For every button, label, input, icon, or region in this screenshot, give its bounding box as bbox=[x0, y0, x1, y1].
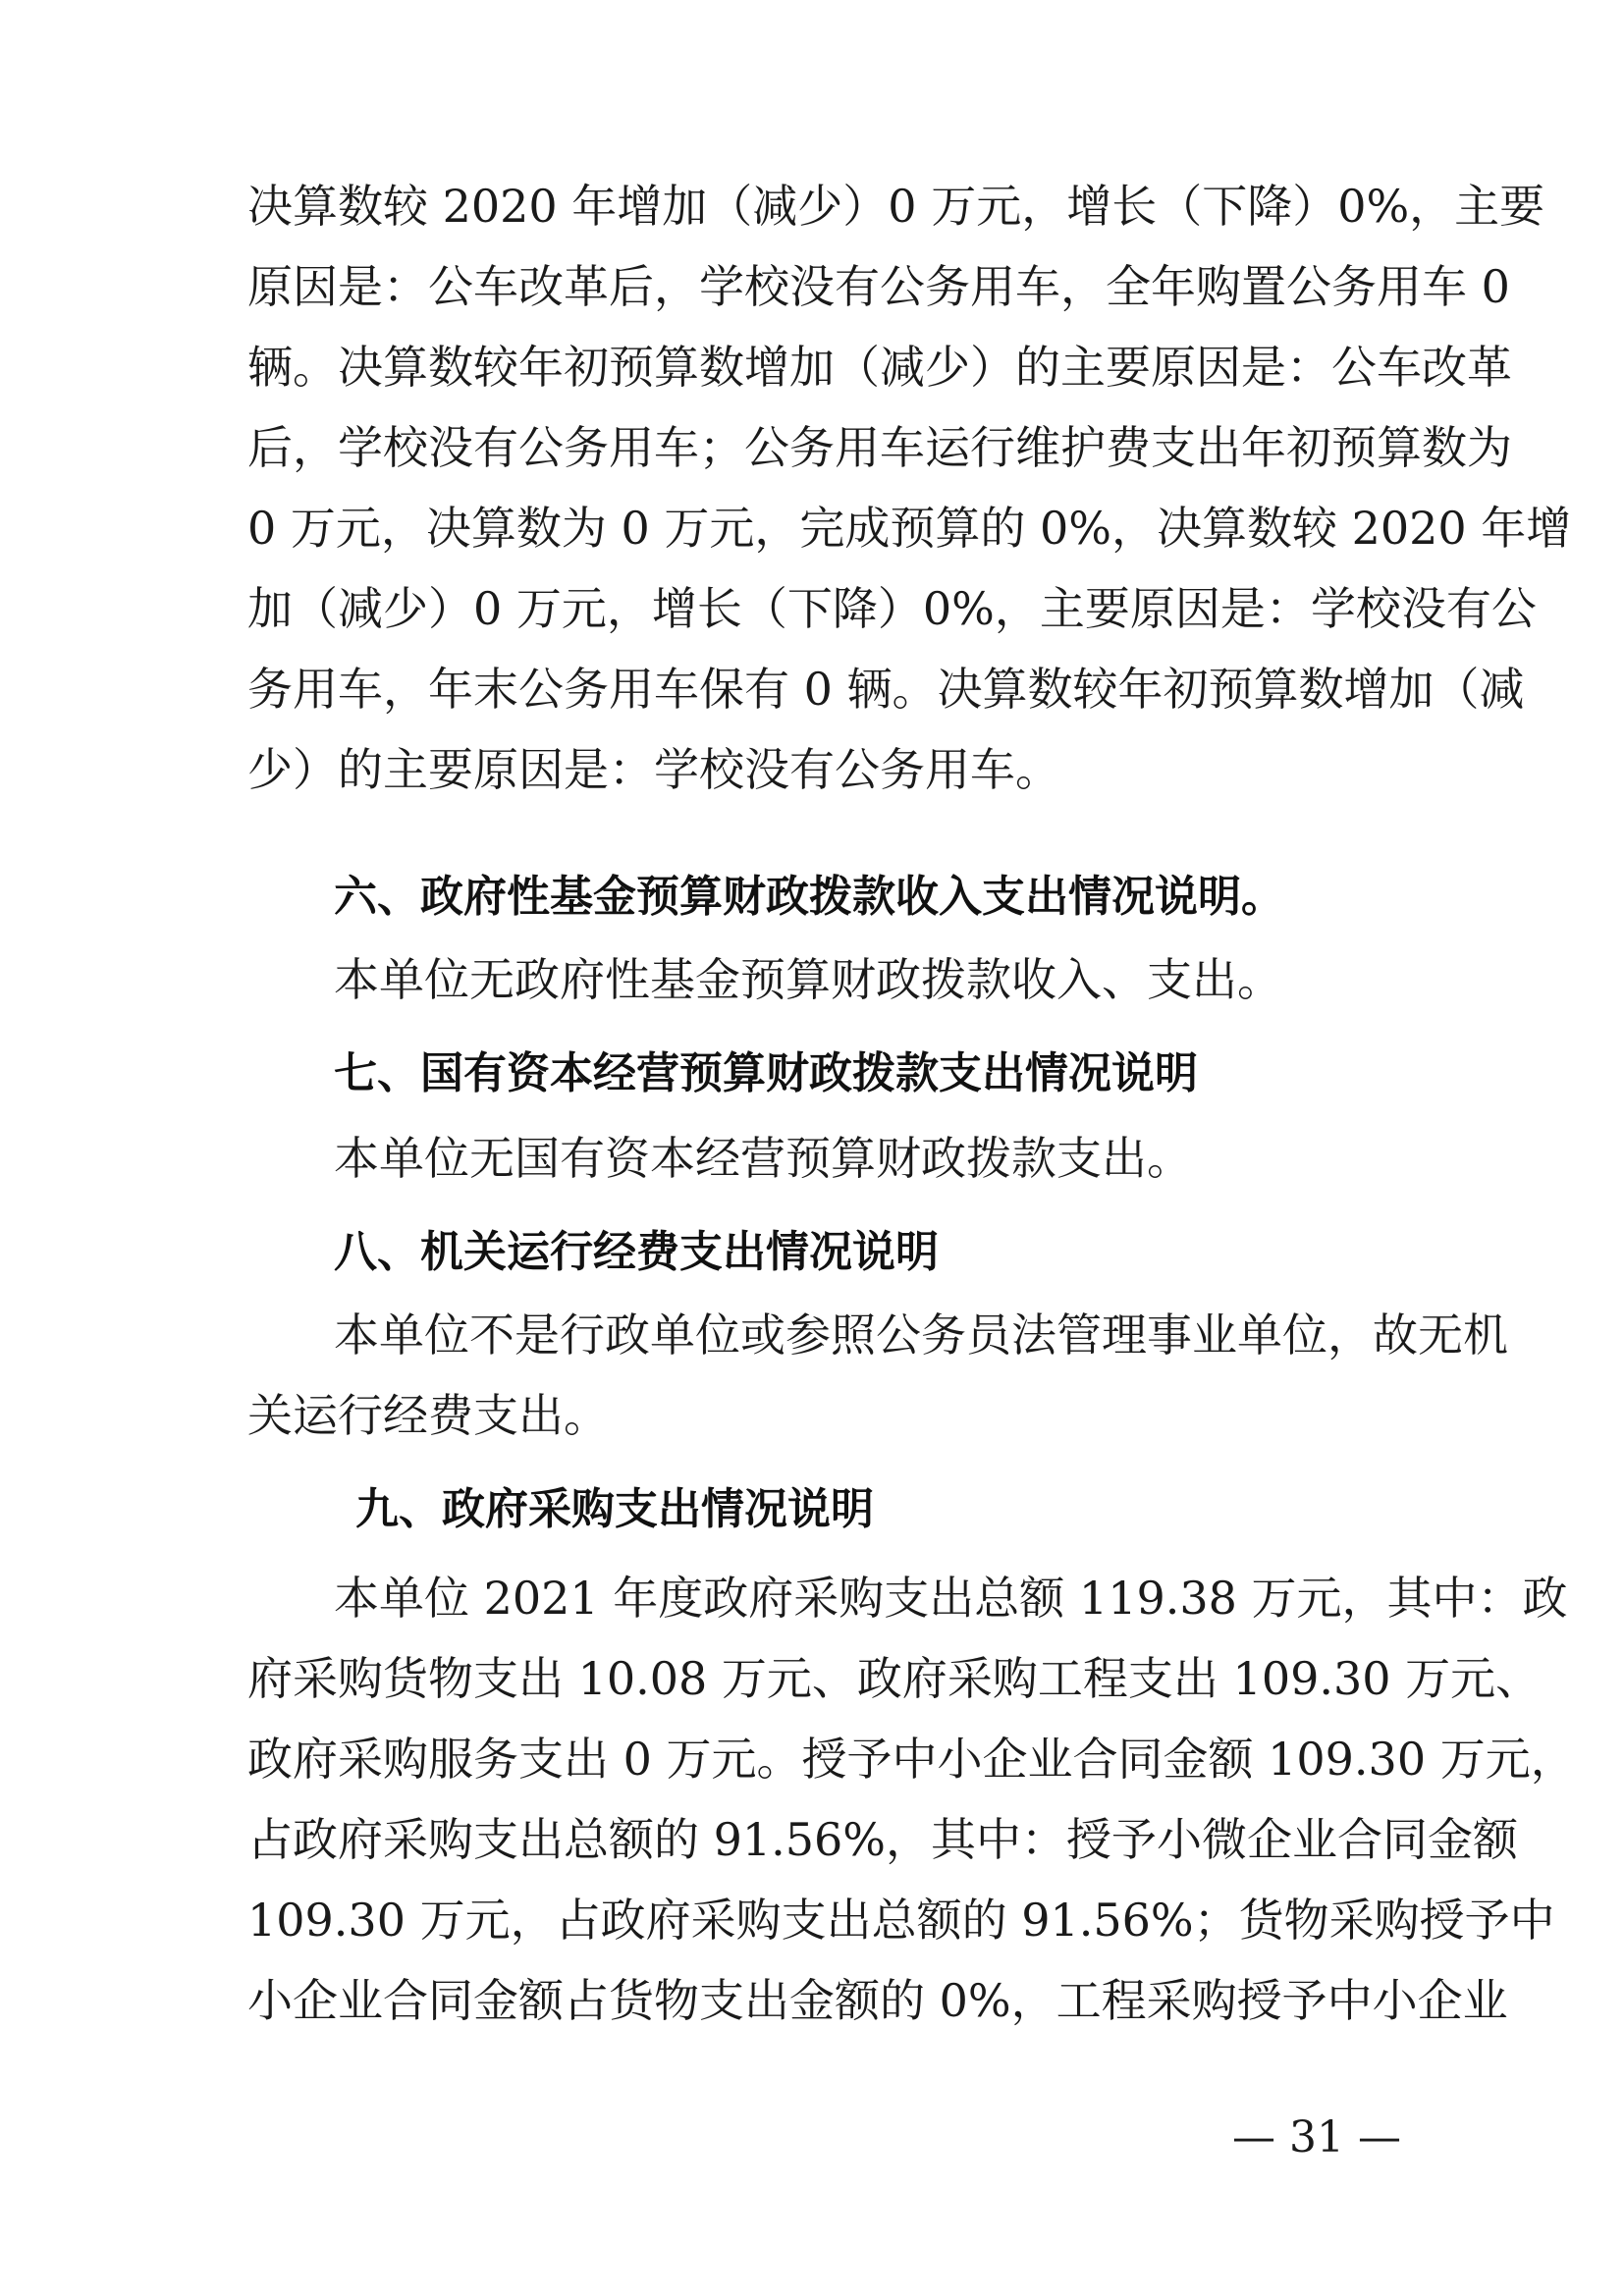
body-line: 决算数较 2020 年增加（减少）0 万元，增长（下降）0%，主要 bbox=[247, 180, 1545, 233]
section-heading-7: 七、国有资本经营预算财政拨款支出情况说明 bbox=[334, 1048, 1198, 1098]
body-line: 务用车，年末公务用车保有 0 辆。决算数较年初预算数增加（减 bbox=[247, 663, 1525, 716]
body-line: 政府采购服务支出 0 万元。授予中小企业合同金额 109.30 万元， bbox=[247, 1733, 1576, 1786]
body-line: 占政府采购支出总额的 91.56%，其中：授予小微企业合同金额 bbox=[247, 1813, 1519, 1866]
body-line: 原因是：公车改革后，学校没有公务用车，全年购置公务用车 0 bbox=[247, 260, 1510, 313]
body-line: 本单位不是行政单位或参照公务员法管理事业单位，故无机 bbox=[334, 1308, 1508, 1362]
body-line: 关运行经费支出。 bbox=[247, 1389, 609, 1442]
section-heading-8: 八、机关运行经费支出情况说明 bbox=[334, 1227, 939, 1277]
section-heading-6: 六、政府性基金预算财政拨款收入支出情况说明。 bbox=[334, 872, 1284, 922]
body-line: 小企业合同金额占货物支出金额的 0%，工程采购授予中小企业 bbox=[247, 1974, 1508, 2027]
body-line: 少）的主要原因是：学校没有公务用车。 bbox=[247, 743, 1060, 796]
section-heading-9: 九、政府采购支出情况说明 bbox=[355, 1484, 874, 1534]
body-line: 0 万元，决算数为 0 万元，完成预算的 0%，决算数较 2020 年增 bbox=[247, 502, 1572, 555]
section-body-7: 本单位无国有资本经营预算财政拨款支出。 bbox=[334, 1132, 1192, 1185]
section-body-6: 本单位无政府性基金预算财政拨款收入、支出。 bbox=[334, 953, 1282, 1006]
body-line: 109.30 万元，占政府采购支出总额的 91.56%；货物采购授予中 bbox=[247, 1894, 1555, 1947]
page-number: — 31 — bbox=[1232, 2112, 1401, 2163]
body-line: 府采购货物支出 10.08 万元、政府采购工程支出 109.30 万元、 bbox=[247, 1652, 1542, 1705]
body-line: 辆。决算数较年初预算数增加（减少）的主要原因是：公车改革 bbox=[247, 341, 1512, 394]
body-line: 加（减少）0 万元，增长（下降）0%，主要原因是：学校没有公 bbox=[247, 582, 1537, 635]
body-line: 本单位 2021 年度政府采购支出总额 119.38 万元，其中：政 bbox=[334, 1572, 1568, 1625]
body-line: 后，学校没有公务用车；公务用车运行维护费支出年初预算数为 bbox=[247, 421, 1512, 474]
